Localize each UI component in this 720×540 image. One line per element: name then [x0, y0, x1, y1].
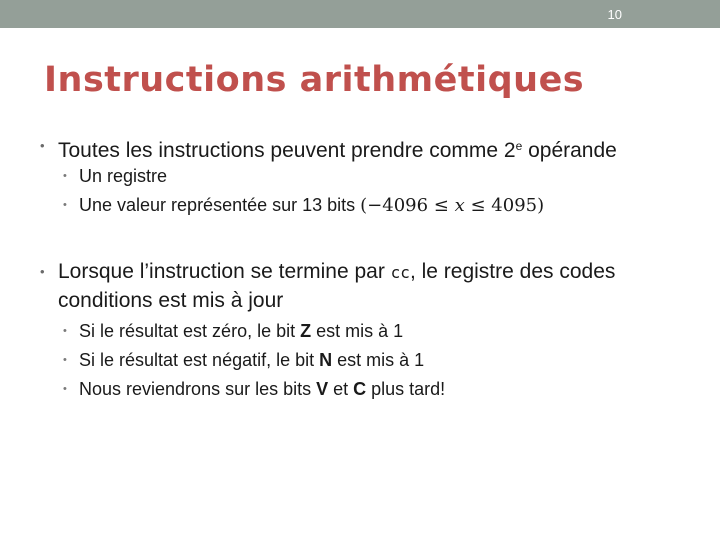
sub-bullet-dot: • [63, 199, 67, 211]
sub-bullet-dot: • [63, 170, 67, 182]
bullet-1-sub-1: • Un registre [63, 166, 168, 186]
code-cc: cc [390, 263, 410, 282]
bullet-1-sub-2: • Une valeur représentée sur 13 bits (−4096 ≤ x ≤ 4095) [63, 195, 545, 216]
sub-bullet-dot: • [63, 325, 67, 337]
bullet-1 [40, 132, 710, 165]
slide-title: Instructions arithmétiques [44, 60, 585, 100]
bullet-2-sub-1: • Si le résultat est zéro, le bit Z est mis à 1 [63, 321, 404, 341]
superscript-e: e [515, 139, 523, 153]
bullet-2-sub-2: • Si le résultat est négatif, le bit N est mis à 1 [63, 350, 425, 370]
bullet-2-sub-3: • Nous reviendrons sur les bits V et C plus tard! [63, 379, 446, 399]
page-number: 10 [607, 7, 622, 22]
bullet-2-text: Lorsque l’instruction se termine par cc, le registre des codes conditions est mis à jour [58, 260, 616, 312]
bullet-1-text: Toutes les instructions peuvent prendre comme 2e opérande [58, 139, 617, 162]
sub-bullet-dot: • [63, 383, 67, 395]
bullet-dot: • [40, 138, 45, 153]
range-expression: (−4096 ≤ x ≤ 4095) [360, 195, 545, 216]
slide-header-bar [0, 0, 720, 28]
bullet-dot: • [40, 264, 45, 279]
sub-bullet-dot: • [63, 354, 67, 366]
bullet-2 [40, 258, 710, 315]
